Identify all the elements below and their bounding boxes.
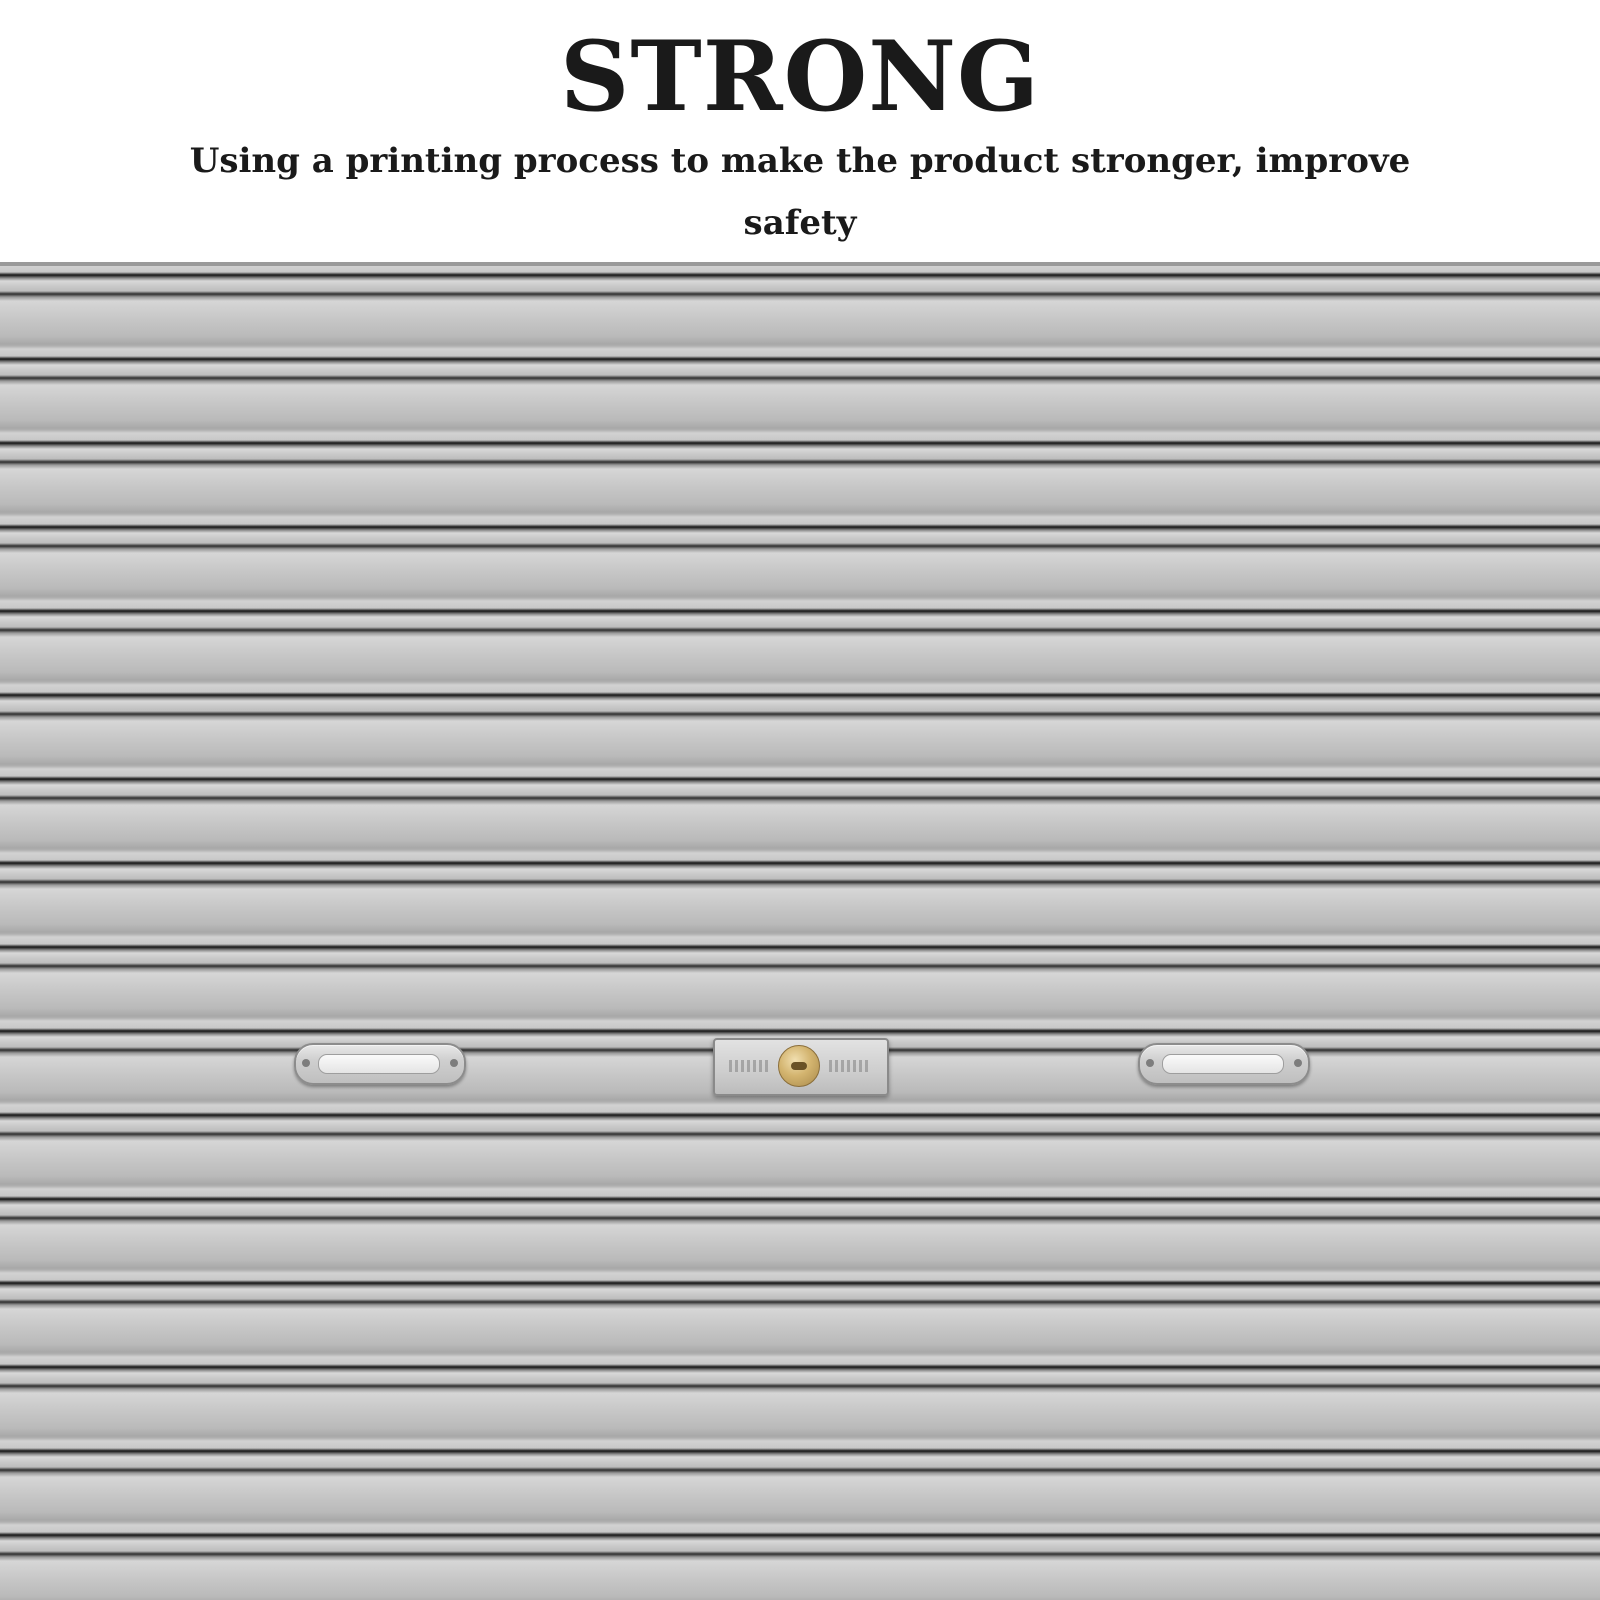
handle-screw — [1146, 1059, 1154, 1067]
handle-screw — [302, 1059, 310, 1067]
subheadline — [0, 130, 1600, 254]
banner-header — [0, 0, 1600, 262]
handle-screw — [450, 1059, 458, 1067]
handle-grip-slot — [1162, 1054, 1284, 1074]
headline: STRONG — [560, 20, 1040, 133]
lock-cylinder-icon — [778, 1045, 820, 1087]
handle-grip-slot — [318, 1054, 440, 1074]
subheadline-line-1: Using a printing process to make the product stronger, improve — [189, 141, 1411, 181]
shutter-top-edge — [0, 262, 1600, 266]
subheadline-line-2: safety — [743, 203, 857, 243]
roller-shutter-image — [0, 262, 1600, 1600]
lock-plate-engraving — [729, 1060, 771, 1072]
handle-screw — [1294, 1059, 1302, 1067]
shutter-lock — [713, 1038, 889, 1096]
shutter-handle-right — [1138, 1043, 1310, 1085]
shutter-handle-left — [294, 1043, 466, 1085]
keyhole-icon — [791, 1062, 807, 1070]
lock-plate-engraving — [829, 1060, 871, 1072]
